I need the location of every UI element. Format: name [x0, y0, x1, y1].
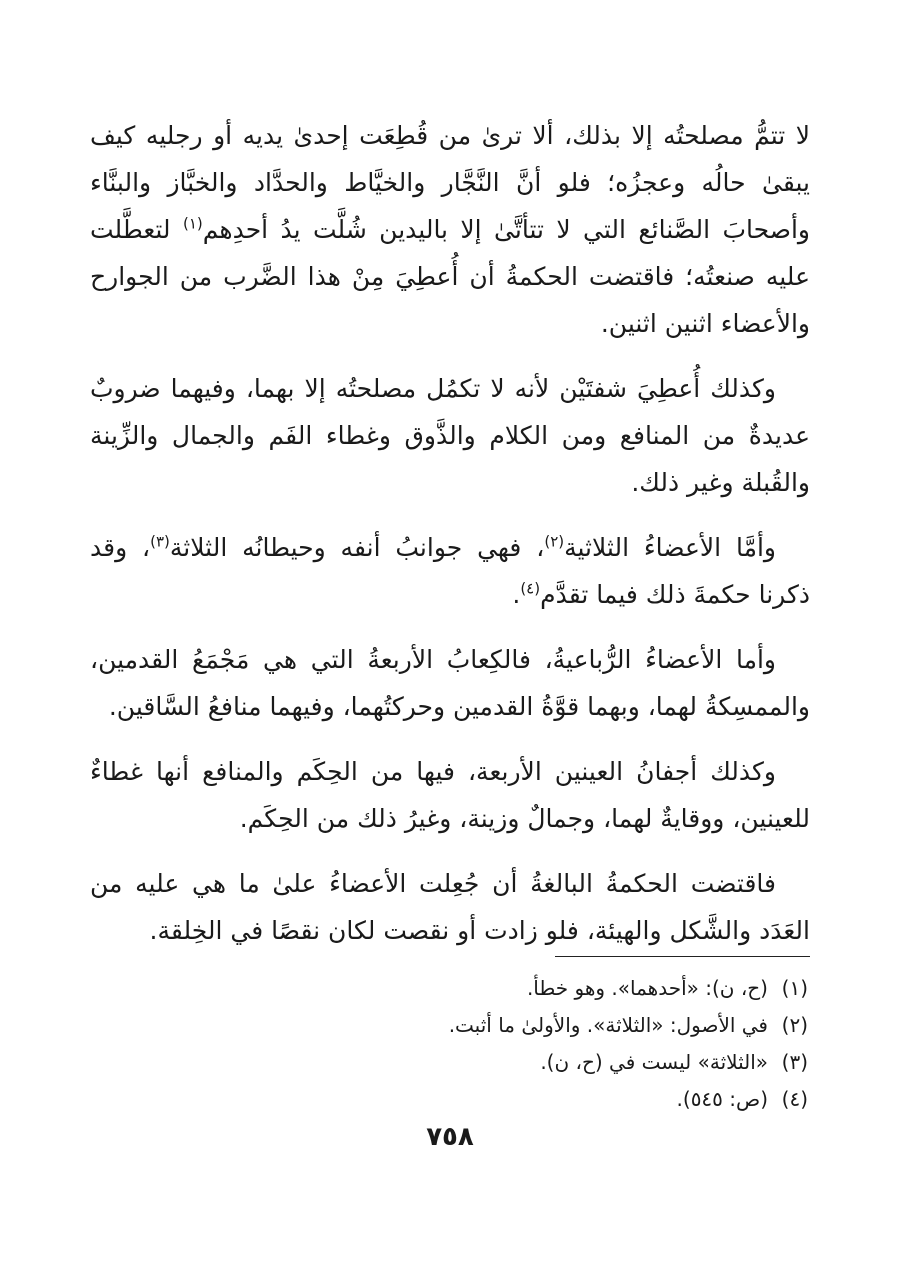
- footnote-3-number: (٣): [781, 1050, 808, 1074]
- paragraph-3: [90, 524, 810, 618]
- page-number: ٧٥٨: [426, 1122, 474, 1152]
- paragraph-1-tail: لتعطَّلت عليه صنعتُه؛ فاقتضت الحكمةُ أن أُعطِيَ مِنْ هذا الضَّرب من الجوارح والأعضاء اثنين اثنين.: [90, 215, 810, 338]
- footnote-4-number: (٤): [781, 1087, 808, 1111]
- paragraph-5: [90, 748, 810, 842]
- paragraph-3-tail: ، وقد ذكرنا حكمةَ ذلك فيما تقدَّم: [90, 533, 810, 609]
- paragraph-6-text: فاقتضت الحكمةُ البالغةُ أن جُعِلت الأعضاءُ علىٰ ما هي عليه من العَدَد والشَّكل والهيئة، فلو زادت أو نقصت لكان نقصًا في الخِلقة.: [90, 869, 810, 945]
- paragraph-3-end: .: [512, 580, 521, 609]
- paragraph-4: [90, 636, 810, 730]
- footnote-1-number: (١): [781, 976, 808, 1000]
- footnote-3-text: «الثلاثة» ليست في (ح، ن).: [540, 1050, 768, 1074]
- paragraph-1-text: لا تتمُّ مصلحتُه إلا بذلك، ألا ترىٰ من قُطِعَت إحدىٰ يديه أو رجليه كيف يبقىٰ حالُه وعجزُه؛ فلو أنَّ النَّجَّار والخيَّاط والحدَّاد والخبَّاز والبنَّاء وأصحابَ الصَّنائع التي لا تتأتَّىٰ إلا باليدين شُلَّت يدُ أحدِهم: [90, 121, 810, 244]
- footnote-2: [108, 1007, 808, 1044]
- footnote-divider: [555, 956, 810, 957]
- footnote-ref-2[interactable]: (٢): [544, 532, 565, 551]
- paragraph-3-text: وأمَّا الأعضاءُ الثلاثية: [564, 533, 776, 562]
- footnote-4-text: (ص: ٥٤٥).: [676, 1087, 768, 1111]
- paragraph-3-mid: ، فهي جوانبُ أنفه وحيطانُه الثلاثة: [169, 533, 545, 562]
- paragraph-1: [90, 112, 810, 347]
- footnote-ref-3[interactable]: (٣): [150, 532, 170, 551]
- paragraph-4-text: وأما الأعضاءُ الرُّباعيةُ، فالكِعابُ الأربعةُ التي هي مَجْمَعُ القدمين، والممسِكةُ لهما، وبهما قوَّةُ القدمين وحركتُهما، وفيهما منافعُ السَّاقين.: [90, 645, 810, 721]
- paragraph-6: [90, 860, 810, 954]
- footnote-1: [108, 970, 808, 1007]
- paragraph-5-text: وكذلك أجفانُ العينين الأربعة، فيها من الحِكَم والمنافع أنها غطاءٌ للعينين، ووقايةٌ لهما، وجمالٌ وزينة، وغيرُ ذلك من الحِكَم.: [90, 757, 810, 833]
- footnote-4: [108, 1081, 808, 1118]
- footnote-2-number: (٢): [781, 1013, 808, 1037]
- footnote-1-text: (ح، ن): «أحدهما». وهو خطأ.: [526, 976, 768, 1000]
- paragraph-2-text: وكذلك أُعطِيَ شفتَيْن لأنه لا تكمُل مصلحتُه إلا بهما، وفيهما ضروبٌ عديدةٌ من المنافع ومن الكلام والذَّوق وغطاء الفَم والجمال والزِّينة والقُبلة وغير ذلك.: [90, 374, 810, 497]
- paragraph-2: [90, 365, 810, 506]
- footnote-3: [108, 1044, 808, 1081]
- main-text: [90, 112, 810, 972]
- footnote-ref-4[interactable]: (٤): [520, 579, 541, 598]
- footnotes: [108, 970, 808, 1118]
- footnote-ref-1[interactable]: (١): [182, 214, 203, 233]
- footnote-2-text: في الأصول: «الثلاثة». والأولىٰ ما أثبت.: [448, 1013, 768, 1037]
